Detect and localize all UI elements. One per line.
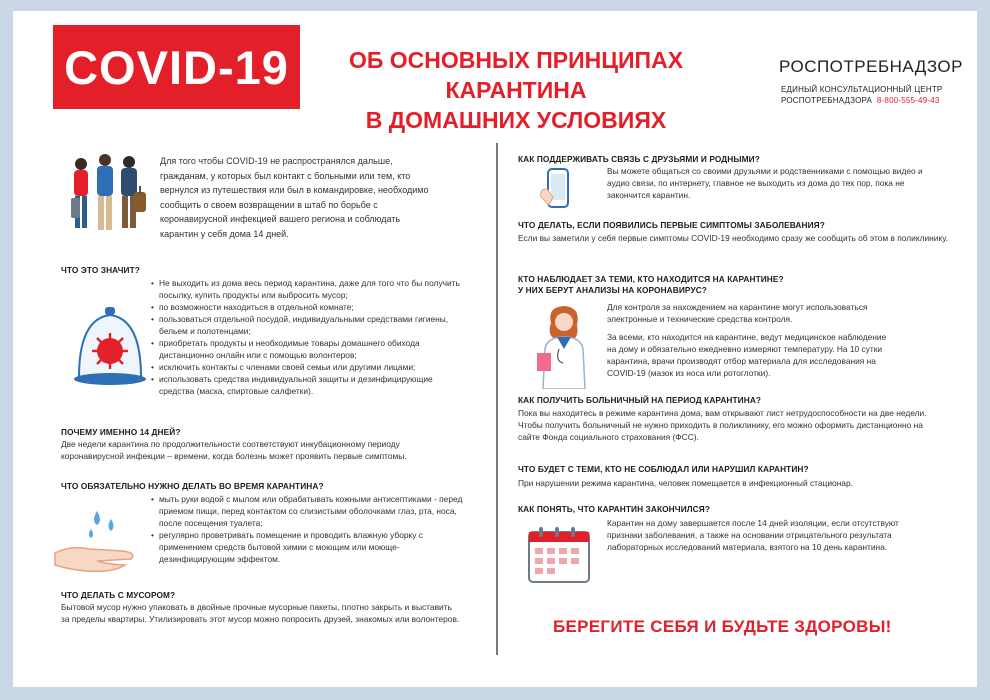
section-heading-keep-in-touch: КАК ПОДДЕРЖИВАТЬ СВЯЗЬ С ДРУЗЬЯМИ И РОДНЫМИ? [518,154,760,164]
list-item: • исключить контакты с членами своей семьи или другими лицами; [151,361,461,373]
sick-leave-text: Пока вы находитесь в режиме карантина дома, вам открывают лист нетрудоспособности на две недели. Чтобы получить больничный не нужно приходить в поликлинику, его можно оформить дистанционно на сайте Фонда социального страхования (ФСС). [518,408,927,442]
who-monitors-text-1: Для контроля за нахождением на карантине могут использоваться электронные и технические средства контроля. [607,302,868,324]
who-monitors-text-2: За всеми, кто находится на карантине, ведут медицинское наблюдение на дому и обязательно ежедневно измеряют температуру. На 10 сутки карантина, врачи производят отбор материала для исследования на COVID-19 (мазок из носа или ротоглотки). [607,332,887,378]
main-title [291,45,741,135]
section-heading-first-symptoms: ЧТО ДЕЛАТЬ, ЕСЛИ ПОЯВИЛИСЬ ПЕРВЫЕ СИМПТОМЫ ЗАБОЛЕВАНИЯ? [518,220,825,230]
hand-with-water-drops-icon [51,505,147,575]
violations-text: При нарушении режима карантина, человек помещается в инфекционный стационар. [518,478,853,488]
intro-text: Для того чтобы COVID-19 не распространялся дальше, гражданам, у которых был контакт с больными или тем, кто вернулся из путешествия или был в командировке, необходимо сообщить о своем возвращении в штаб по борьбе с коронавирусной инфекцией вашего региона и соблюдать карантин у себя дома 14 дней. [160,156,429,239]
section-heading-why-14-days: ПОЧЕМУ ИМЕННО 14 ДНЕЙ? [61,427,181,437]
list-item: • использовать средства индивидуальной защиты и дезинфицирующие средства (маска, спиртовые салфетки). [151,373,461,397]
list-item: • Не выходить из дома весь период карантина, даже для того что бы получить посылку, купить продукты или выбросить мусор; [151,277,461,301]
list-item: • регулярно проветривать помещение и проводить влажную уборку с применением средств бытовой химии с моющим или моюще-дезинфицирующим эффектом. [151,529,463,565]
section-heading-what-means: ЧТО ЭТО ЗНАЧИТ? [61,265,140,275]
list-item: • пользоваться отдельной посудой, индивидуальными средствами гигиены, бельем и полотенцами; [151,313,461,337]
main-title-line1: ОБ ОСНОВНЫХ ПРИНЦИПАХ КАРАНТИНА [348,47,684,103]
section-heading-who-monitors [518,274,784,296]
smartphone-icon [539,167,575,211]
section-heading-violations: ЧТО БУДЕТ С ТЕМИ, КТО НЕ СОБЛЮДАЛ ИЛИ НАРУШИЛ КАРАНТИН? [518,464,809,474]
main-title-line2: В ДОМАШНИХ УСЛОВИЯХ [365,107,667,133]
what-means-list [151,277,461,397]
quarantine-end-text: Карантин на дому завершается после 14 дней изоляции, если отсутствуют признаки заболевания, а также на основании отрицательного результата лабораторных исследований материала, взятого на 10 день карантина. [607,518,899,552]
poster [13,11,977,687]
hotline-phone: 8-800-555-49-43 [876,96,940,105]
virus-under-dome-icon [69,299,151,389]
org-sub-line1: ЕДИНЫЙ КОНСУЛЬТАЦИОННЫЙ ЦЕНТР [781,85,943,94]
doctor-icon [533,303,595,389]
must-do-list [151,493,463,565]
list-item: • приобретать продукты и необходимые товары домашнего обихода дистанционно онлайн или с помощью волонтеров; [151,337,461,361]
first-symptoms-text: Если вы заметили у себя первые симптомы COVID-19 необходимо сразу же сообщить об этом в поликлинику. [518,233,948,243]
people-with-luggage-icon [67,152,157,237]
org-contact [781,84,942,106]
list-item: • мыть руки водой с мылом или обрабатывать кожными антисептиками - перед приемом пищи, перед контактом со слизистыми оболочками глаз, рта, носа, после посещения туалета; [151,493,463,529]
section-heading-must-do: ЧТО ОБЯЗАТЕЛЬНО НУЖНО ДЕЛАТЬ ВО ВРЕМЯ КАРАНТИНА? [61,481,324,491]
section-heading-quarantine-end: КАК ПОНЯТЬ, ЧТО КАРАНТИН ЗАКОНЧИЛСЯ? [518,504,710,514]
section-heading-garbage: ЧТО ДЕЛАТЬ С МУСОРОМ? [61,590,176,600]
covid-logo-text: COVID-19 [64,40,289,94]
who-monitors-heading-line2: У НИХ БЕРУТ АНАЛИЗЫ НА КОРОНАВИРУС? [518,285,707,295]
who-monitors-heading-line1: КТО НАБЛЮДАЕТ ЗА ТЕМИ, КТО НАХОДИТСЯ НА КАРАНТИНЕ? [518,274,784,284]
covid-logo-box [53,25,300,109]
list-item: • по возможности находиться в отдельной комнате; [151,301,461,313]
why-14-days-text: Две недели карантина по продолжительности соответствуют инкубационному периоду коронавирусной инфекции – времени, когда болезнь может проявить первые симптомы. [61,439,407,461]
org-name: РОСПОТРЕБНАДЗОР [779,57,963,76]
column-divider [496,143,498,655]
calendar-icon [525,524,593,586]
slogan: БЕРЕГИТЕ СЕБЯ И БУДЬТЕ ЗДОРОВЫ! [553,617,892,636]
org-sub-line2: РОСПОТРЕБНАДЗОРА [781,96,873,105]
garbage-text: Бытовой мусор нужно упаковать в двойные прочные мусорные пакеты, плотно закрыть и выставить за пределы квартиры. Утилизировать этот мусор можно попросить друзей, знакомых или волонтеров. [61,602,460,624]
section-heading-sick-leave: КАК ПОЛУЧИТЬ БОЛЬНИЧНЫЙ НА ПЕРИОД КАРАНТИНА? [518,395,762,405]
keep-in-touch-text: Вы можете общаться со своими друзьями и родственниками с помощью видео и аудио связи, по интернету, главное не выходить из дома до тех пор, пока не закончится карантин. [607,166,923,200]
